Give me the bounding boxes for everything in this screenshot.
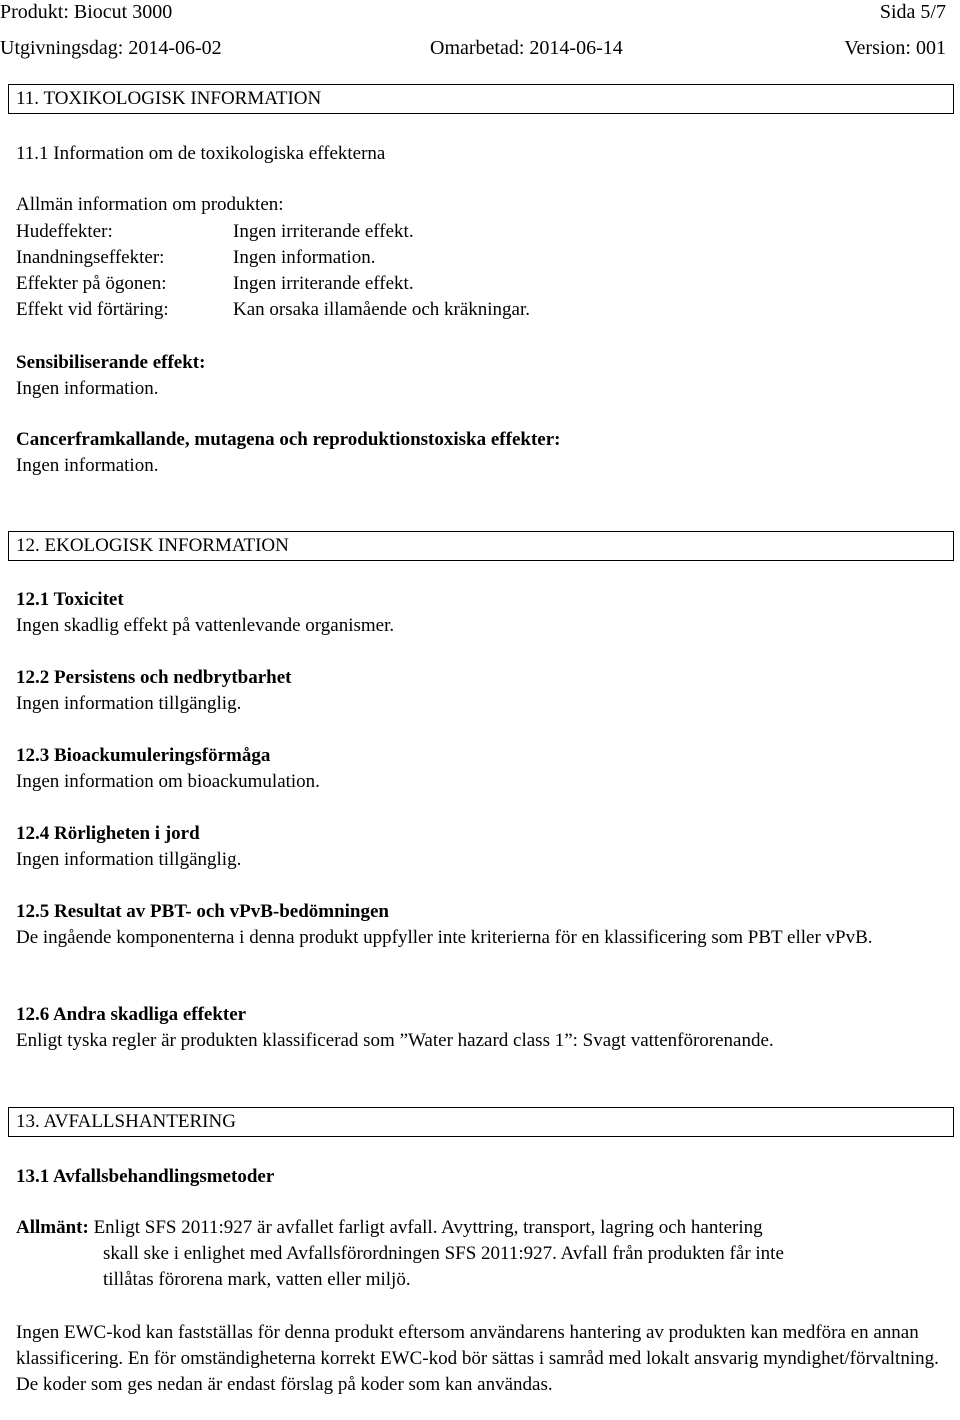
ewc-text: Ingen EWC-kod kan fastställas för denna produkt eftersom användarens hantering av produkten kan medföra en annan klassificering. En för omständigheterna korrekt EWC-kod bör sättas i samråd med lokalt ansvarig myndighet/förvaltning. De koder som ges nedan är endast förslag på koder som kan användas. [16,1322,939,1395]
section-13-header [8,1107,954,1137]
soil-mobility-text: Ingen information tillgänglig. [16,849,242,870]
info-row-label: Effekt vid förtäring: [16,299,169,320]
soil-mobility-heading: 12.4 Rörligheten i jord [16,823,200,844]
toxicity-text: Ingen skadlig effekt på vattenlevande organismer. [16,615,395,636]
product-name: Produkt: Biocut 3000 [0,1,173,23]
general-info-heading: Allmän information om produkten: [16,194,284,215]
other-effects-heading: 12.6 Andra skadliga effekter [16,1004,247,1025]
waste-methods-heading: 13.1 Avfallsbehandlingsmetoder [16,1166,275,1187]
sensitizing-text: Ingen information. [16,378,159,399]
info-row-value: Ingen information. [233,247,376,268]
other-effects-text: Enligt tyska regler är produkten klassificerad som ”Water hazard class 1”: Svagt vattenförorenande. [16,1030,774,1051]
general-label: Allmänt: [16,1217,89,1238]
section-12-title: 12. EKOLOGISK INFORMATION [16,535,289,556]
persistence-heading: 12.2 Persistens och nedbrytbarhet [16,667,292,688]
bioaccumulation-text: Ingen information om bioackumulation. [16,771,320,792]
info-row-value: Ingen irriterande effekt. [233,221,414,242]
persistence-text: Ingen information tillgänglig. [16,693,242,714]
general-waste-line-3: tillåtas förorena mark, vatten eller miljö. [103,1269,411,1290]
section-13-title: 13. AVFALLSHANTERING [16,1111,236,1132]
info-row-value: Ingen irriterande effekt. [233,273,414,294]
version: Version: 001 [844,37,946,59]
subsection-11-1-heading: 11.1 Information om de toxikologiska effekterna [16,143,386,164]
toxicity-heading: 12.1 Toxicitet [16,589,124,610]
bioaccumulation-heading: 12.3 Bioackumuleringsförmåga [16,745,271,766]
page-number: Sida 5/7 [879,1,946,23]
pbt-heading: 12.5 Resultat av PBT- och vPvB-bedömningen [16,901,389,922]
cmr-heading: Cancerframkallande, mutagena och reproduktionstoxiska effekter: [16,429,561,450]
sensitizing-heading: Sensibiliserande effekt: [16,352,206,373]
info-row-label: Inandningseffekter: [16,247,165,268]
revised-date: Omarbetad: 2014-06-14 [430,37,623,59]
issue-date: Utgivningsdag: 2014-06-02 [0,37,222,59]
section-11-title: 11. TOXIKOLOGISK INFORMATION [16,88,322,109]
section-11-header [8,84,954,114]
pbt-text: De ingående komponenterna i denna produkt uppfyller inte kriterierna för en klassificering som PBT eller vPvB. [16,927,873,948]
general-waste-line-2: skall ske i enlighet med Avfallsförordningen SFS 2011:927. Avfall från produkten får inte [103,1243,784,1264]
info-row-label: Effekter på ögonen: [16,273,167,294]
cmr-text: Ingen information. [16,455,159,476]
general-text-1: Enligt SFS 2011:927 är avfallet farligt avfall. Avyttring, transport, lagring och hantering [93,1217,763,1238]
info-row-value: Kan orsaka illamående och kräkningar. [233,299,531,320]
section-12-header [8,531,954,561]
general-waste-line-1 [16,1216,763,1240]
info-row-label: Hudeffekter: [16,221,113,242]
